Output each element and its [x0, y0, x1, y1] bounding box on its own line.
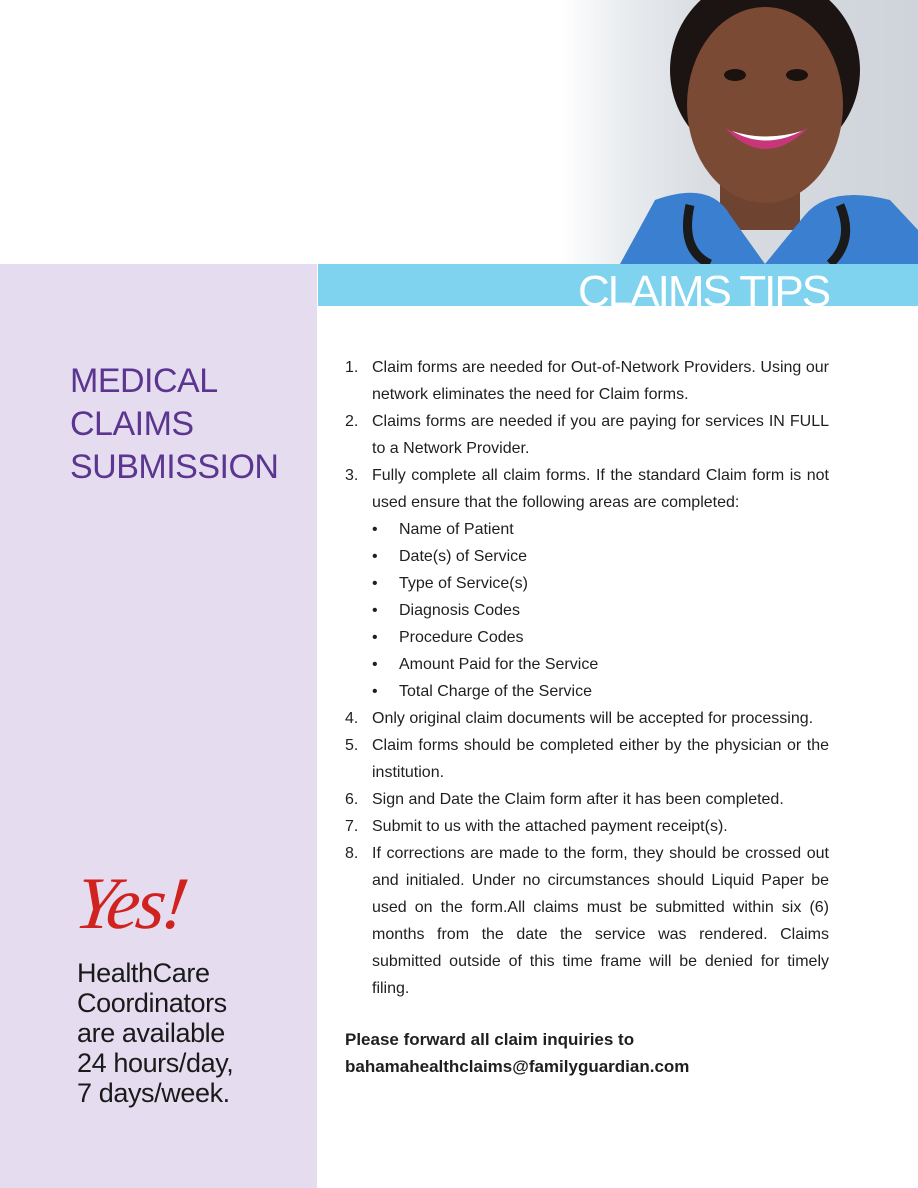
bullet-dot: •	[372, 683, 378, 700]
list-number: 2.	[345, 413, 359, 430]
bullet-item	[345, 624, 829, 651]
required-fields-list	[345, 516, 829, 705]
bullet-text: Procedure Codes	[399, 629, 524, 646]
bullet-text: Diagnosis Codes	[399, 602, 520, 619]
coord-line: Coordinators	[77, 988, 227, 1018]
coordinators-availability	[77, 958, 312, 1108]
claims-tips-list	[345, 354, 829, 1002]
list-text: Sign and Date the Claim form after it has been completed.	[372, 791, 784, 808]
claims-email-link[interactable]: bahamahealthclaims@familyguardian.com	[345, 1057, 690, 1076]
yes-script-logo: Yes!	[70, 863, 191, 945]
nurse-portrait-icon	[560, 0, 918, 264]
bullet-item	[345, 597, 829, 624]
list-text: Claims forms are needed if you are paying for services IN FULL to a Network Provider.	[372, 413, 829, 457]
coord-line: are available	[77, 1018, 225, 1048]
list-item	[345, 813, 829, 840]
banner-title: CLAIMS TIPS	[578, 267, 830, 306]
list-item	[345, 786, 829, 813]
bullet-text: Amount Paid for the Service	[399, 656, 599, 673]
bullet-item	[345, 678, 829, 705]
bullet-dot: •	[372, 629, 378, 646]
sidebar-title-line: CLAIMS	[70, 405, 194, 443]
list-item	[345, 354, 829, 408]
bullet-dot: •	[372, 602, 378, 619]
bullet-text: Total Charge of the Service	[399, 683, 592, 700]
list-text: If corrections are made to the form, they should be crossed out and initialed. Under no circumstances should Liquid Paper be used on the form.All claims must be submitted within six (6) months from the date the service was rendered. Claims submitted outside of this time frame will be denied for timely filing.	[372, 845, 829, 997]
list-item	[345, 732, 829, 786]
sidebar-title-line: SUBMISSION	[70, 448, 279, 486]
claims-contact-note	[345, 1026, 845, 1080]
list-text: Claim forms are needed for Out-of-Network Providers. Using our network eliminates the need for Claim forms.	[372, 359, 829, 403]
list-text: Only original claim documents will be accepted for processing.	[372, 710, 814, 727]
sidebar-panel	[0, 264, 317, 1188]
list-number: 8.	[345, 845, 359, 862]
coord-line: 7 days/week.	[77, 1078, 230, 1108]
bullet-text: Type of Service(s)	[399, 575, 528, 592]
bullet-text: Date(s) of Service	[399, 548, 528, 565]
bullet-text: Name of Patient	[399, 521, 514, 538]
header-photo-area	[0, 0, 918, 264]
bullet-item	[345, 651, 829, 678]
list-number: 1.	[345, 359, 359, 376]
bullet-dot: •	[372, 656, 378, 673]
list-item	[345, 840, 829, 1002]
bullet-item	[345, 570, 829, 597]
claims-tips-banner	[318, 264, 918, 306]
coord-line: HealthCare	[77, 958, 210, 988]
nurse-photo	[560, 0, 918, 264]
list-number: 5.	[345, 737, 359, 754]
bullet-dot: •	[372, 575, 378, 592]
list-number: 7.	[345, 818, 359, 835]
list-item	[345, 462, 829, 516]
list-number: 3.	[345, 467, 359, 484]
bullet-item	[345, 516, 829, 543]
list-text: Claim forms should be completed either by the physician or the institution.	[372, 737, 829, 781]
list-number: 4.	[345, 710, 359, 727]
list-number: 6.	[345, 791, 359, 808]
list-text: Fully complete all claim forms. If the standard Claim form is not used ensure that the following areas are completed:	[372, 467, 829, 511]
sidebar-title	[70, 360, 310, 489]
coord-line: 24 hours/day,	[77, 1048, 234, 1078]
sidebar-title-line: MEDICAL	[70, 362, 218, 400]
bullet-dot: •	[372, 548, 378, 565]
list-item	[345, 408, 829, 462]
bullet-item	[345, 543, 829, 570]
list-item	[345, 705, 829, 732]
contact-line: Please forward all claim inquiries to	[345, 1030, 635, 1049]
list-text: Submit to us with the attached payment receipt(s).	[372, 818, 728, 835]
bullet-dot: •	[372, 521, 378, 538]
